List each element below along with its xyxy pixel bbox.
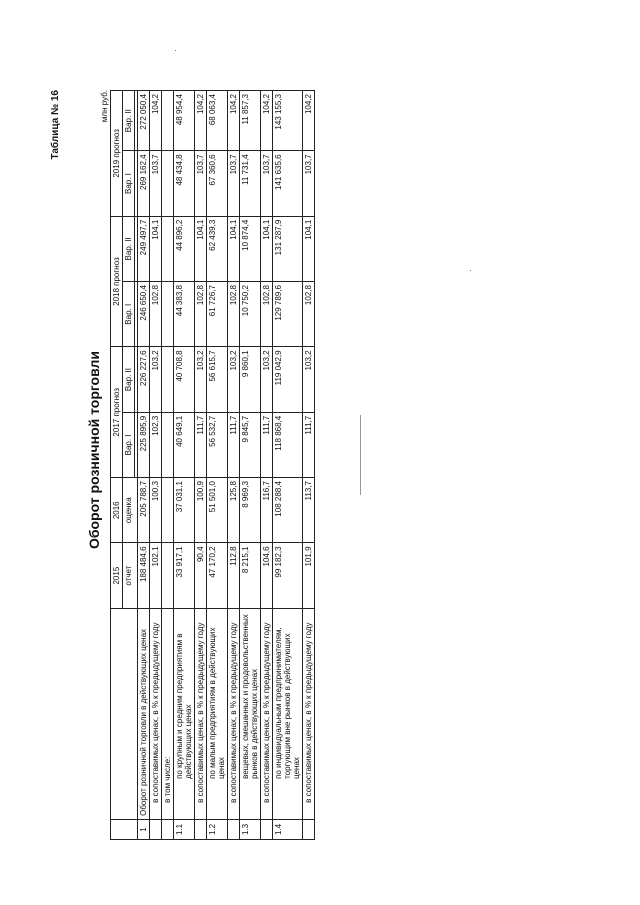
value-cell: 40 708,8 (174, 347, 195, 412)
value-cell: 10 750,2 (240, 282, 261, 347)
value-cell: 111,7 (195, 412, 207, 477)
value-cell: 104,2 (228, 91, 240, 151)
header-2019-var1: Вар. I (123, 151, 135, 216)
value-cell: 103,2 (261, 347, 273, 412)
value-cell: 103,7 (261, 151, 273, 216)
table-row (162, 91, 174, 840)
row-number (195, 819, 207, 839)
value-cell: 56 532,7 (207, 412, 228, 477)
header-2015: 2015 (111, 543, 123, 608)
value-cell: 102,8 (261, 282, 273, 347)
header-report: отчет (123, 543, 138, 608)
value-cell: 103,7 (303, 151, 315, 216)
value-cell: 119 042,9 (273, 347, 303, 412)
row-label: в сопоставимых ценах, в % к предыдущему году (303, 608, 315, 819)
value-cell: 40 649,1 (174, 412, 195, 477)
table-row (150, 91, 162, 840)
value-cell: 10 874,4 (240, 216, 261, 281)
value-cell: 104,1 (261, 216, 273, 281)
table-row (207, 91, 228, 840)
row-label: в сопоставимых ценах, в % к предыдущему году (150, 608, 162, 819)
value-cell: 108 288,4 (273, 478, 303, 543)
value-cell: 112,8 (228, 543, 240, 608)
value-cell (162, 91, 174, 151)
header-num-cell (111, 819, 138, 839)
value-cell: 272 050,4 (138, 91, 150, 151)
value-cell: 62 439,3 (207, 216, 228, 281)
value-cell: 102,8 (150, 282, 162, 347)
value-cell: 44 896,2 (174, 216, 195, 281)
table-caption: Таблица № 16 (50, 90, 61, 160)
value-cell: 104,1 (195, 216, 207, 281)
value-cell: 56 615,7 (207, 347, 228, 412)
value-cell: 102,8 (228, 282, 240, 347)
header-estimate: оценка (123, 478, 138, 543)
value-cell: 44 383,8 (174, 282, 195, 347)
value-cell: 68 063,4 (207, 91, 228, 151)
header-2017: 2017 прогноз (111, 347, 123, 478)
value-cell: 37 031,1 (174, 478, 195, 543)
value-cell: 104,1 (150, 216, 162, 281)
value-cell: 33 917,1 (174, 543, 195, 608)
value-cell: 188 484,6 (138, 543, 150, 608)
table-row (303, 91, 315, 840)
row-label: Оборот розничной торговли в действующих ценах (138, 608, 150, 819)
value-cell: 116,7 (261, 478, 273, 543)
value-cell: 103,2 (150, 347, 162, 412)
value-cell: 111,7 (228, 412, 240, 477)
header-row-years (111, 91, 123, 840)
value-cell: 51 501,0 (207, 478, 228, 543)
value-cell: 100,9 (195, 478, 207, 543)
table-row (138, 91, 150, 840)
row-label: вещевых, смешанных и продовольственных рынков в действующих ценах (240, 608, 261, 819)
value-cell: 11 857,3 (240, 91, 261, 151)
value-cell: 8 969,3 (240, 478, 261, 543)
scan-dot (470, 270, 471, 271)
header-2017-var2: Вар. II (123, 347, 135, 412)
value-cell: 111,7 (303, 412, 315, 477)
row-label: по малым предприятиям в действующих ценах (207, 608, 228, 819)
row-number (303, 819, 315, 839)
value-cell: 104,2 (195, 91, 207, 151)
row-label: в сопоставимых ценах, в % к предыдущему году (228, 608, 240, 819)
row-number: 1.4 (273, 819, 303, 839)
table-row (240, 91, 261, 840)
value-cell: 104,6 (261, 543, 273, 608)
value-cell: 103,7 (150, 151, 162, 216)
header-2019: 2019 прогноз (111, 91, 123, 217)
page-title: Оборот розничной торговли (86, 350, 102, 550)
value-cell: 102,1 (150, 543, 162, 608)
header-2018: 2018 прогноз (111, 216, 123, 347)
unit-label: млн руб. (100, 90, 109, 123)
table-row (228, 91, 240, 840)
row-number: 1 (138, 819, 150, 839)
value-cell: 118 868,4 (273, 412, 303, 477)
retail-turnover-table (110, 90, 315, 840)
value-cell (162, 151, 174, 216)
scan-line (360, 415, 361, 495)
value-cell: 103,7 (195, 151, 207, 216)
row-label: в сопоставимых ценах, в % к предыдущему году (195, 608, 207, 819)
value-cell: 246 650,4 (138, 282, 150, 347)
value-cell (162, 543, 174, 608)
value-cell: 104,2 (303, 91, 315, 151)
value-cell: 48 954,4 (174, 91, 195, 151)
value-cell: 61 726,7 (207, 282, 228, 347)
table-row (174, 91, 195, 840)
value-cell (162, 412, 174, 477)
row-label: по индивидуальным предпринимателям, торгующим вне рынков в действующих ценах (273, 608, 303, 819)
value-cell: 269 162,4 (138, 151, 150, 216)
value-cell: 102,8 (195, 282, 207, 347)
value-cell: 9 860,1 (240, 347, 261, 412)
value-cell (162, 347, 174, 412)
value-cell (162, 216, 174, 281)
value-cell: 104,1 (303, 216, 315, 281)
header-label-cell (111, 608, 138, 819)
value-cell: 141 635,6 (273, 151, 303, 216)
value-cell: 9 845,7 (240, 412, 261, 477)
row-number: 1.2 (207, 819, 228, 839)
header-2017-var1: Вар. I (123, 412, 135, 477)
value-cell: 111,7 (261, 412, 273, 477)
table-row (195, 91, 207, 840)
value-cell: 104,1 (228, 216, 240, 281)
value-cell: 100,3 (150, 478, 162, 543)
value-cell: 101,9 (303, 543, 315, 608)
value-cell: 225 895,9 (138, 412, 150, 477)
table-row (273, 91, 303, 840)
scan-dot (175, 50, 176, 51)
row-number (228, 819, 240, 839)
row-label: по крупным и средним предприятиям в действующих ценах (174, 608, 195, 819)
value-cell: 143 155,3 (273, 91, 303, 151)
row-number (261, 819, 273, 839)
value-cell (162, 478, 174, 543)
value-cell: 99 182,3 (273, 543, 303, 608)
value-cell (162, 282, 174, 347)
row-number: 1.1 (174, 819, 195, 839)
value-cell: 102,8 (303, 282, 315, 347)
row-number: 1.3 (240, 819, 261, 839)
value-cell: 67 360,6 (207, 151, 228, 216)
row-label: в том числе: (162, 608, 174, 819)
rotated-page (50, 60, 550, 840)
row-number (162, 819, 174, 839)
value-cell: 205 788,7 (138, 478, 150, 543)
value-cell: 103,2 (228, 347, 240, 412)
value-cell: 104,2 (261, 91, 273, 151)
value-cell: 103,2 (195, 347, 207, 412)
value-cell: 104,2 (150, 91, 162, 151)
header-2018-var2: Вар. II (123, 216, 135, 281)
value-cell: 102,3 (150, 412, 162, 477)
value-cell: 48 434,8 (174, 151, 195, 216)
value-cell: 103,7 (228, 151, 240, 216)
table-row (261, 91, 273, 840)
value-cell: 47 170,2 (207, 543, 228, 608)
header-2016: 2016 (111, 478, 123, 543)
value-cell: 8 215,1 (240, 543, 261, 608)
value-cell: 129 789,6 (273, 282, 303, 347)
value-cell: 103,2 (303, 347, 315, 412)
row-number (150, 819, 162, 839)
header-2018-var1: Вар. I (123, 282, 135, 347)
header-2019-var2: Вар. II (123, 91, 135, 151)
value-cell: 226 227,6 (138, 347, 150, 412)
value-cell: 90,4 (195, 543, 207, 608)
value-cell: 131 287,9 (273, 216, 303, 281)
value-cell: 125,8 (228, 478, 240, 543)
row-label: в сопоставимых ценах, в % к предыдущему году (261, 608, 273, 819)
value-cell: 11 731,4 (240, 151, 261, 216)
value-cell: 249 497,7 (138, 216, 150, 281)
value-cell: 113,7 (303, 478, 315, 543)
